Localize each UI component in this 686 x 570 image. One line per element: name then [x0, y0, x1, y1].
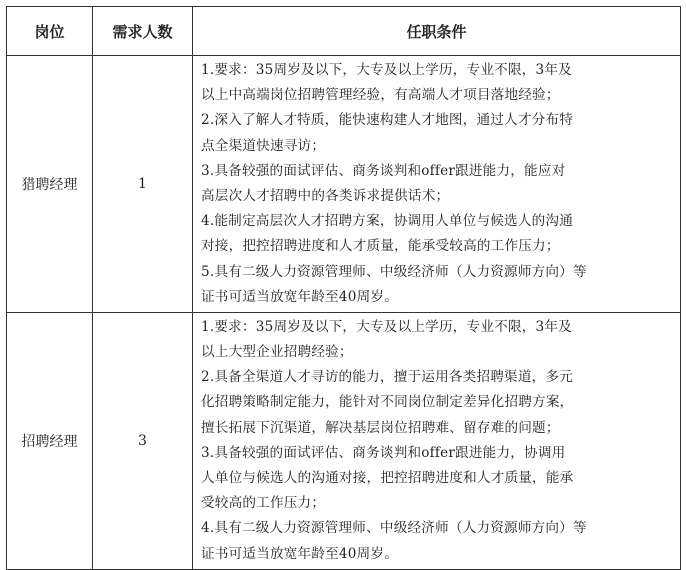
requirement-line: 人单位与候选人的沟通对接，把控招聘进度和人才质量，能承 [201, 470, 574, 486]
requirement-line: 3.具备较强的面试评估、商务谈判和offer跟进能力，能应对 [201, 162, 566, 179]
requirement-line: 证书可适当放宽年龄至40周岁。 [201, 288, 399, 305]
requirement-line: 2.具备全渠道人才寻访的能力，擅于运用各类招聘渠道，多元 [201, 369, 574, 386]
table-row [7, 312, 681, 569]
position-cell: 猎聘经理 [7, 56, 93, 313]
requirement-line: 1.要求：35周岁及以下，大专及以上学历，专业不限，3年及 [201, 318, 572, 335]
requirement-line: 2.深入了解人才特质，能快速构建人才地图，通过人才分布特 [201, 112, 574, 129]
requirements-cell [193, 56, 681, 313]
requirement-line: 3.具备较强的面试评估、商务谈判和offer跟进能力，协调用 [201, 444, 566, 461]
requirement-line: 4.能制定高层次人才招聘方案，协调用人单位与候选人的沟通 [201, 213, 574, 230]
table-header-row [7, 7, 681, 56]
count-cell: 1 [93, 56, 193, 313]
requirement-line: 1.要求：35周岁及以下，大专及以上学历，专业不限，3年及 [201, 62, 572, 78]
header-position: 岗位 [7, 7, 93, 56]
position-cell: 招聘经理 [7, 312, 93, 569]
job-requirements-table [6, 6, 681, 570]
count-cell: 3 [93, 312, 193, 569]
requirement-line: 5.具有二级人力资源管理师、中级经济师（人力资源师方向）等 [201, 263, 587, 280]
header-requirements: 任职条件 [193, 7, 681, 56]
requirement-line: 受较高的工作压力； [201, 495, 326, 512]
requirement-line: 对接，把控招聘进度和人才质量，能承受较高的工作压力； [201, 238, 560, 255]
header-count: 需求人数 [93, 7, 193, 56]
requirement-line: 4.具有二级人力资源管理师、中级经济师（人力资源师方向）等 [201, 520, 587, 537]
requirement-line: 化招聘策略制定能力，能针对不同岗位制定差异化招聘方案， [201, 394, 574, 411]
requirement-line: 证书可适当放宽年龄至40周岁。 [201, 545, 399, 562]
requirements-cell [193, 312, 681, 569]
table-row [7, 56, 681, 313]
requirement-line: 以上大型企业招聘经验； [201, 344, 353, 361]
requirement-line: 擅长拓展下沉渠道，解决基层岗位招聘难、留存难的问题； [201, 419, 560, 436]
requirement-line: 以上中高端岗位招聘管理经验，有高端人才项目落地经验； [201, 87, 560, 104]
requirement-line: 高层次人才招聘中的各类诉求提供话术； [201, 187, 450, 204]
requirement-line: 点全渠道快速寻访； [201, 137, 326, 154]
